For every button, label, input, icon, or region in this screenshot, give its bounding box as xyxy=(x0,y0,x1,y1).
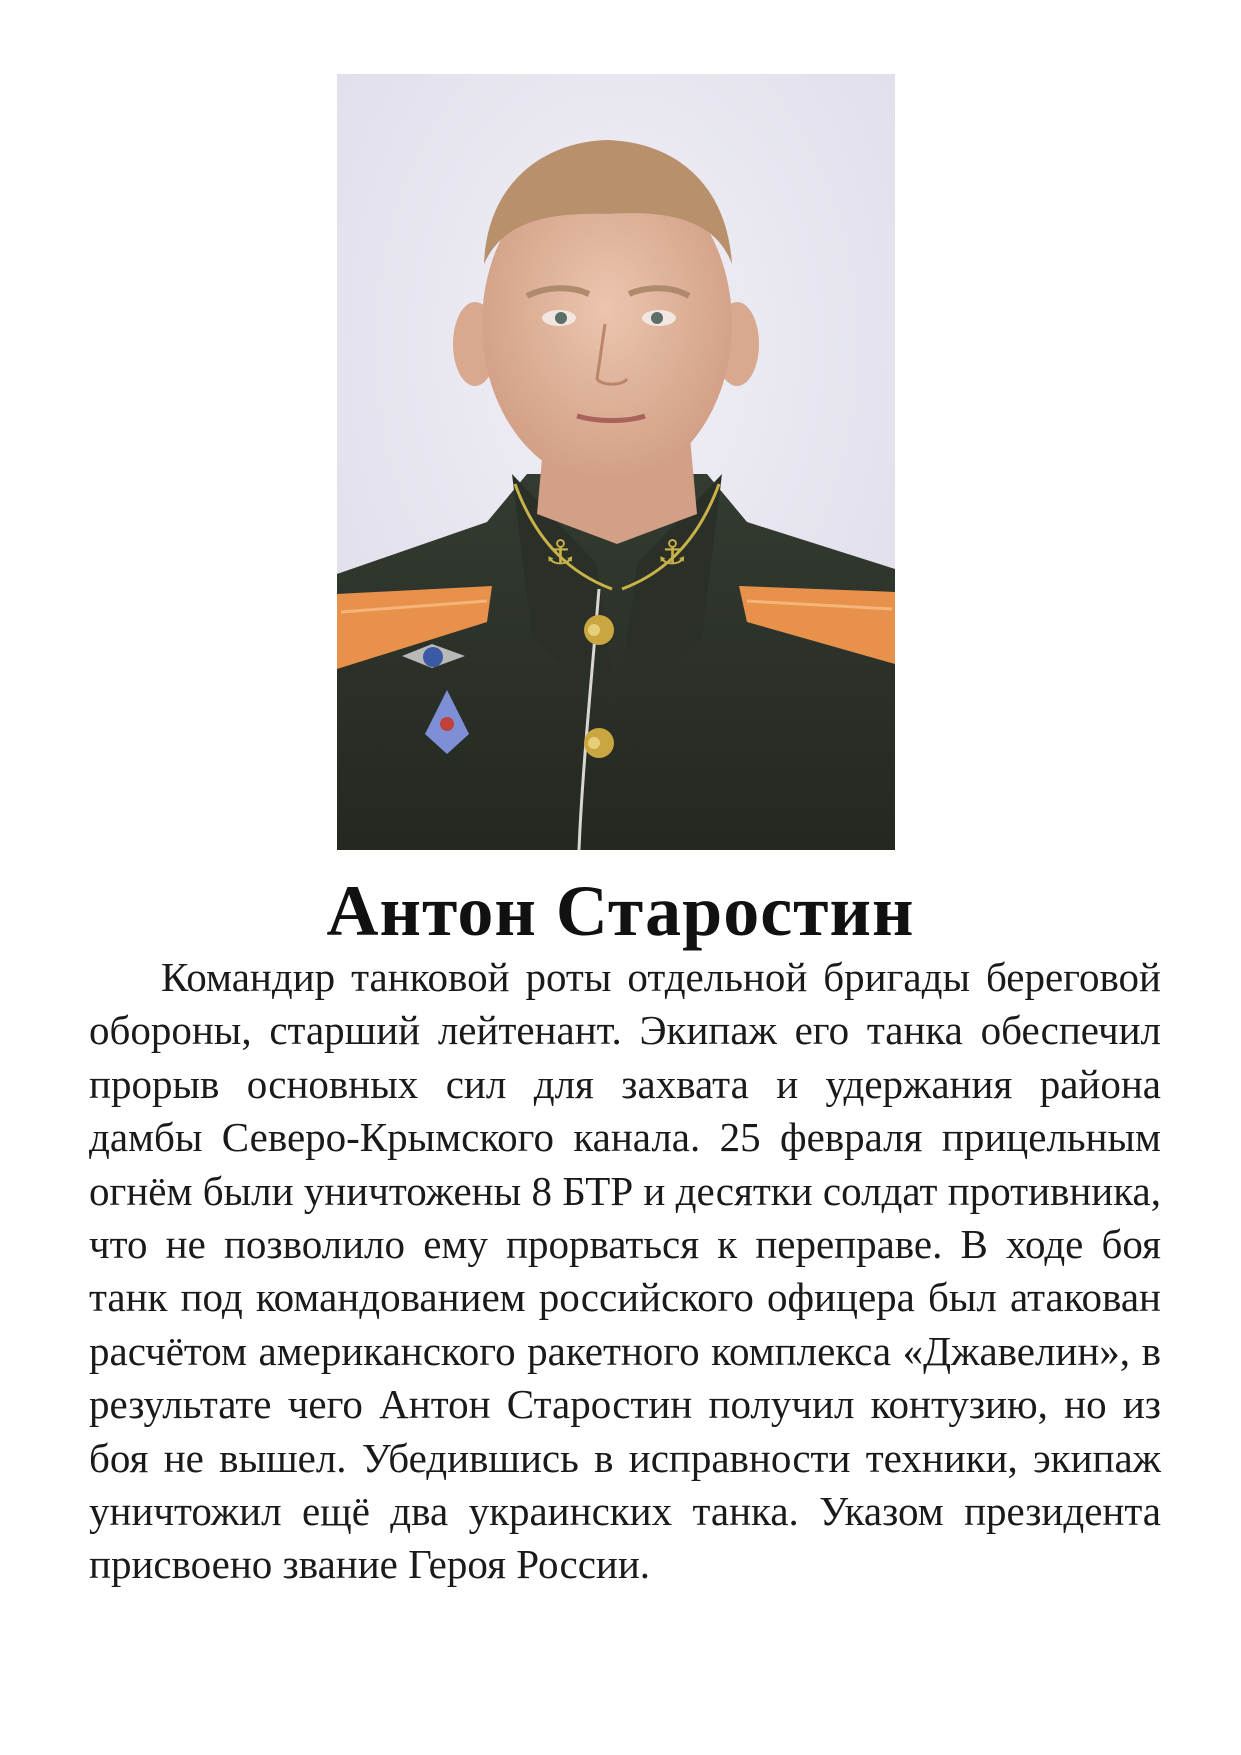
svg-text:⚓: ⚓ xyxy=(657,533,688,573)
portrait-image xyxy=(337,74,895,850)
biography-paragraph: Командир танковой роты отдельной бригады береговой обороны, старший лейтенант. Экипаж его танка обеспечил прорыв основных сил для захвата и удержания района дамбы Северо-Крымского канала. 25 февраля прицельным огнём были уничтожены 8 БТР и десятки солдат противника, что не позволило ему прорваться к переправе. В ходе боя танк под командованием российского офицера был атакован расчётом американского ракетного комплекса «Джавелин», в результате чего Антон Старостин получил контузию, но из боя не вышел. Убедившись в исправности техники, экипаж уничтожил ещё два украинских танка. Указом президента присвоено звание Героя России. xyxy=(89,954,1161,1588)
person-name-title: Антон Старостин xyxy=(326,871,915,951)
portrait-photo xyxy=(337,74,895,850)
svg-text:⚓: ⚓ xyxy=(545,533,576,573)
